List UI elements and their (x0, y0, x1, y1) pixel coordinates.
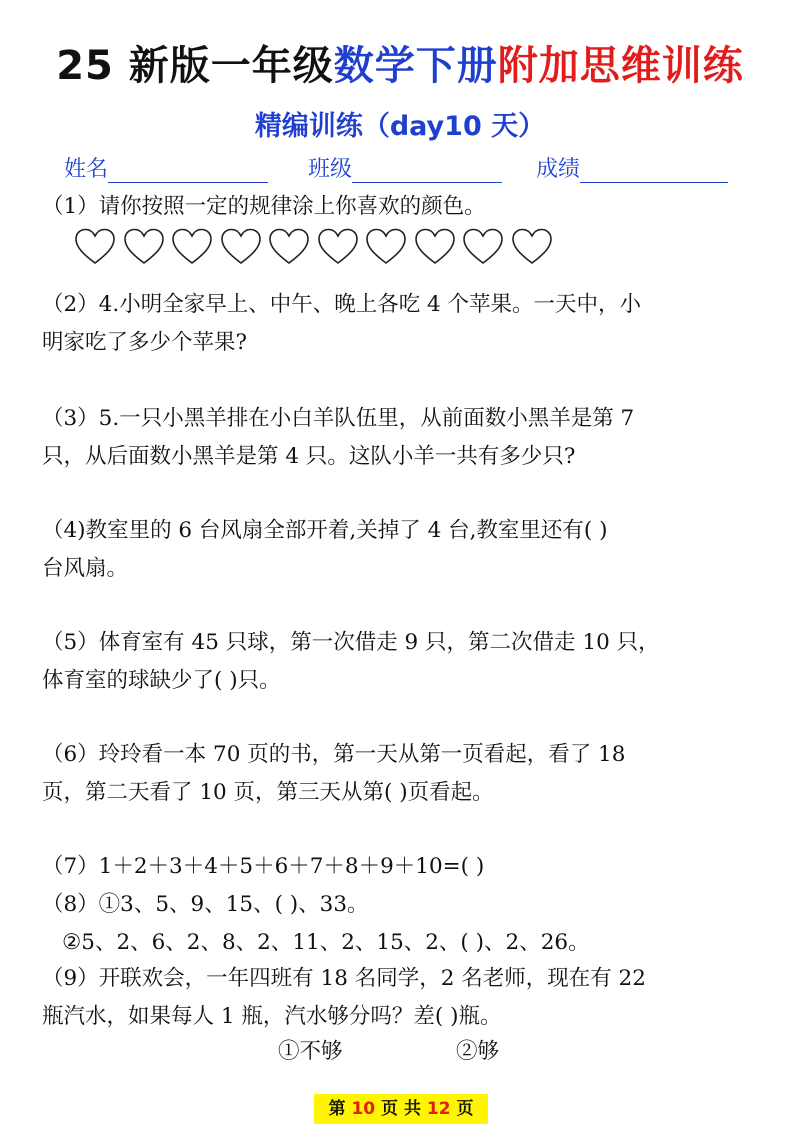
heart-icon[interactable] (220, 228, 262, 266)
heart-icon[interactable] (74, 228, 116, 266)
question-9-line-2: 瓶汽水，如果每人 1 瓶，汽水够分吗？差( )瓶。 (42, 1004, 502, 1029)
heart-icon[interactable] (317, 228, 359, 266)
score-label: 成绩 (536, 157, 581, 182)
title-grade: 25 新版一年级 (56, 43, 334, 89)
question-4-line-1: （4)教室里的 6 台风扇全部开着,关掉了 4 台,教室里还有( ) (42, 518, 608, 543)
footer-suffix: 页 (456, 1099, 474, 1119)
current-page-number: 10 (351, 1099, 376, 1119)
heart-icon[interactable] (123, 228, 165, 266)
question-3-line-2: 只，从后面数小黑羊是第 4 只。这队小羊一共有多少只? (42, 444, 576, 469)
student-info-row (64, 152, 744, 186)
name-blank[interactable] (108, 158, 268, 183)
question-1: （1）请你按照一定的规律涂上你喜欢的颜色。 (42, 194, 486, 219)
title-training: 附加思维训练 (497, 43, 744, 89)
question-4-line-2: 台风扇。 (42, 556, 129, 581)
question-2-line-1: （2）4.小明全家早上、中午、晚上各吃 4 个苹果。一天中，小 (42, 292, 642, 317)
question-2-line-2: 明家吃了多少个苹果? (42, 330, 248, 355)
heart-icon[interactable] (511, 228, 553, 266)
heart-icon[interactable] (414, 228, 456, 266)
name-field[interactable] (64, 152, 268, 183)
footer-middle: 页 共 (381, 1099, 421, 1119)
question-5-line-2: 体育室的球缺少了( )只。 (42, 668, 281, 693)
name-label: 姓名 (64, 157, 109, 182)
heart-icon[interactable] (171, 228, 213, 266)
score-field[interactable] (536, 152, 728, 183)
footer-prefix: 第 (328, 1099, 346, 1119)
heart-icon[interactable] (268, 228, 310, 266)
question-6-line-2: 页，第二天看了 10 页，第三天从第( )页看起。 (42, 780, 494, 805)
question-5-line-1: （5）体育室有 45 只球，第一次借走 9 只，第二次借走 10 只， (42, 630, 660, 655)
question-8-line-1: （8）①3、5、9、15、( )、33。 (42, 892, 369, 917)
page-number-footer (314, 1094, 488, 1124)
question-8-line-2: ②5、2、6、2、8、2、11、2、15、2、( )、2、26。 (62, 930, 590, 955)
title-subject: 数学下册 (333, 43, 498, 89)
option-not-enough: ①不够 (278, 1039, 343, 1064)
class-field[interactable] (308, 152, 502, 183)
question-9-line-1: （9）开联欢会，一年四班有 18 名同学，2 名老师，现在有 22 (42, 966, 646, 991)
total-page-number: 12 (426, 1099, 451, 1119)
question-7: （7）1＋2＋3＋4＋5＋6＋7＋8＋9＋10=( ) (42, 854, 485, 879)
question-3-line-1: （3）5.一只小黑羊排在小白羊队伍里，从前面数小黑羊是第 7 (42, 406, 635, 431)
heart-icon[interactable] (365, 228, 407, 266)
score-blank[interactable] (580, 158, 728, 183)
heart-icon[interactable] (462, 228, 504, 266)
question-6-line-1: （6）玲玲看一本 70 页的书，第一天从第一页看起，看了 18 (42, 742, 626, 767)
class-label: 班级 (308, 157, 353, 182)
page-title (0, 34, 800, 91)
option-enough: ②够 (456, 1039, 500, 1064)
page-subtitle: 精编训练（day10 天） (254, 111, 546, 142)
class-blank[interactable] (352, 158, 502, 183)
